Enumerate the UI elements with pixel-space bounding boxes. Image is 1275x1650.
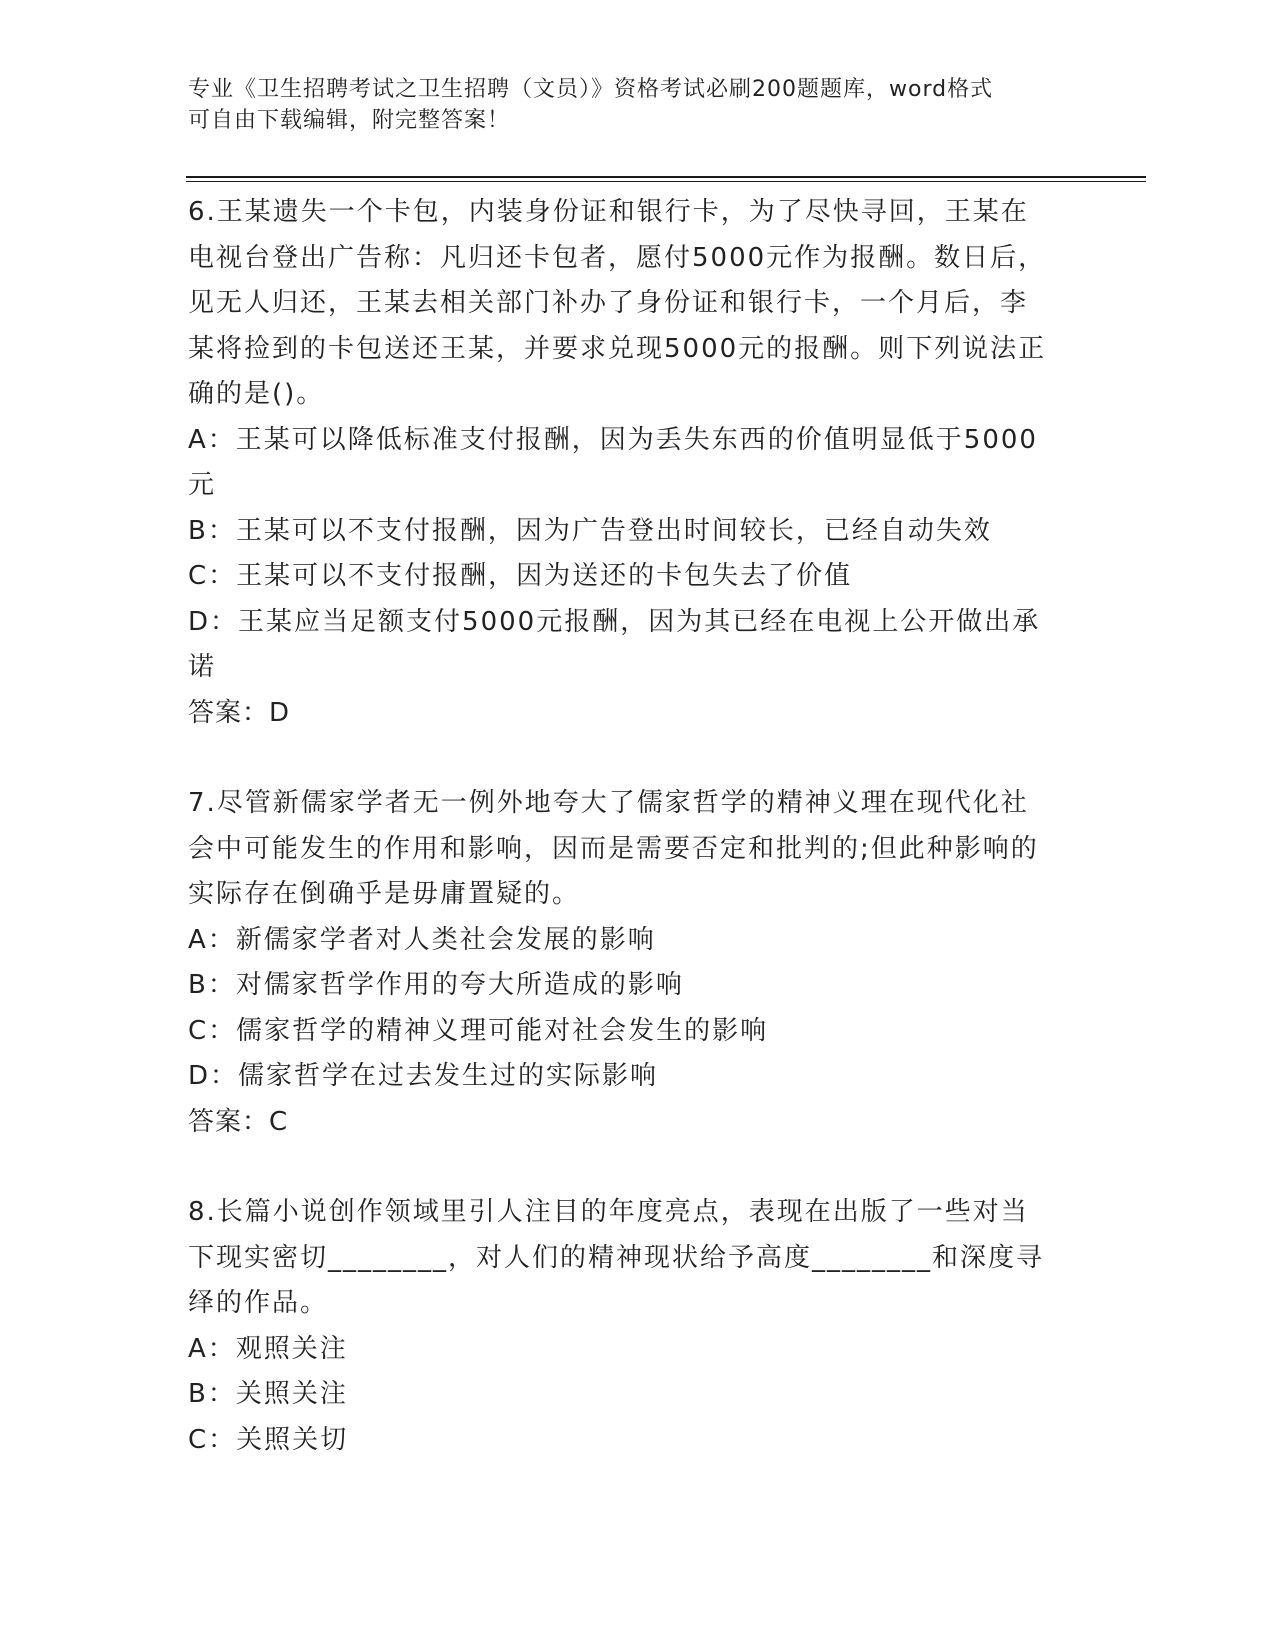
header-divider-thin: [186, 181, 1146, 182]
question-text-line: 6.王某遗失一个卡包，内装身份证和银行卡，为了尽快寻回，王某在: [188, 197, 1029, 227]
question-text-line: 下现实密切________，对人们的精神现状给予高度________和深度寻: [188, 1242, 1045, 1273]
option-d-continued: 诺: [188, 652, 217, 682]
question-text-line: 确的是()。: [188, 379, 325, 409]
option-c: C：关照关切: [188, 1424, 349, 1455]
question-text-line: 某将捡到的卡包送还王某，并要求兑现5000元的报酬。则下列说法正: [188, 333, 1047, 364]
question-text-line: 见无人归还，王某去相关部门补办了身份证和银行卡，一个月后，李: [188, 288, 1029, 318]
question-6: [188, 190, 1068, 736]
answer: 答案：D: [188, 697, 291, 728]
question-text-line: 绎的作品。: [188, 1288, 329, 1318]
option-a: A：王某可以降低标准支付报酬，因为丢失东西的价值明显低于5000: [188, 424, 1038, 455]
question-7: [188, 781, 1068, 1145]
header-divider-thick: [186, 176, 1146, 178]
option-c: C：儒家哲学的精神义理可能对社会发生的影响: [188, 1015, 769, 1046]
question-text-line: 7.尽管新儒家学者无一例外地夸大了儒家哲学的精神义理在现代化社: [188, 788, 1029, 818]
option-b: B：关照关注: [188, 1379, 348, 1409]
question-text-line: 会中可能发生的作用和影响，因而是需要否定和批判的;但此种影响的: [188, 833, 1039, 864]
answer: 答案：C: [188, 1106, 289, 1137]
option-a-continued: 元: [188, 470, 217, 500]
question-text-line: 电视台登出广告称：凡归还卡包者，愿付5000元作为报酬。数日后，: [188, 242, 1047, 273]
page-header: [188, 74, 1068, 136]
option-a: A：新儒家学者对人类社会发展的影响: [188, 924, 656, 955]
header-line-2: 可自由下载编辑，附完整答案！: [188, 108, 511, 133]
question-text-line: 8.长篇小说创作领域里引人注目的年度亮点，表现在出版了一些对当: [188, 1197, 1029, 1227]
option-b: B：王某可以不支付报酬，因为广告登出时间较长，已经自动失效: [188, 515, 992, 546]
option-d: D：儒家哲学在过去发生过的实际影响: [188, 1061, 659, 1091]
option-a: A：观照关注: [188, 1333, 348, 1364]
question-text-line: 实际存在倒确乎是毋庸置疑的。: [188, 879, 581, 909]
option-d: D：王某应当足额支付5000元报酬，因为其已经在电视上公开做出承: [188, 606, 1041, 637]
question-8: [188, 1190, 1068, 1463]
question-list: [188, 190, 1068, 1508]
option-b: B：对儒家哲学作用的夸大所造成的影响: [188, 970, 684, 1000]
header-line-1: 专业《卫生招聘考试之卫生招聘（文员）》资格考试必刷200题题库，word格式: [188, 77, 994, 102]
option-c: C：王某可以不支付报酬，因为送还的卡包失去了价值: [188, 561, 853, 591]
